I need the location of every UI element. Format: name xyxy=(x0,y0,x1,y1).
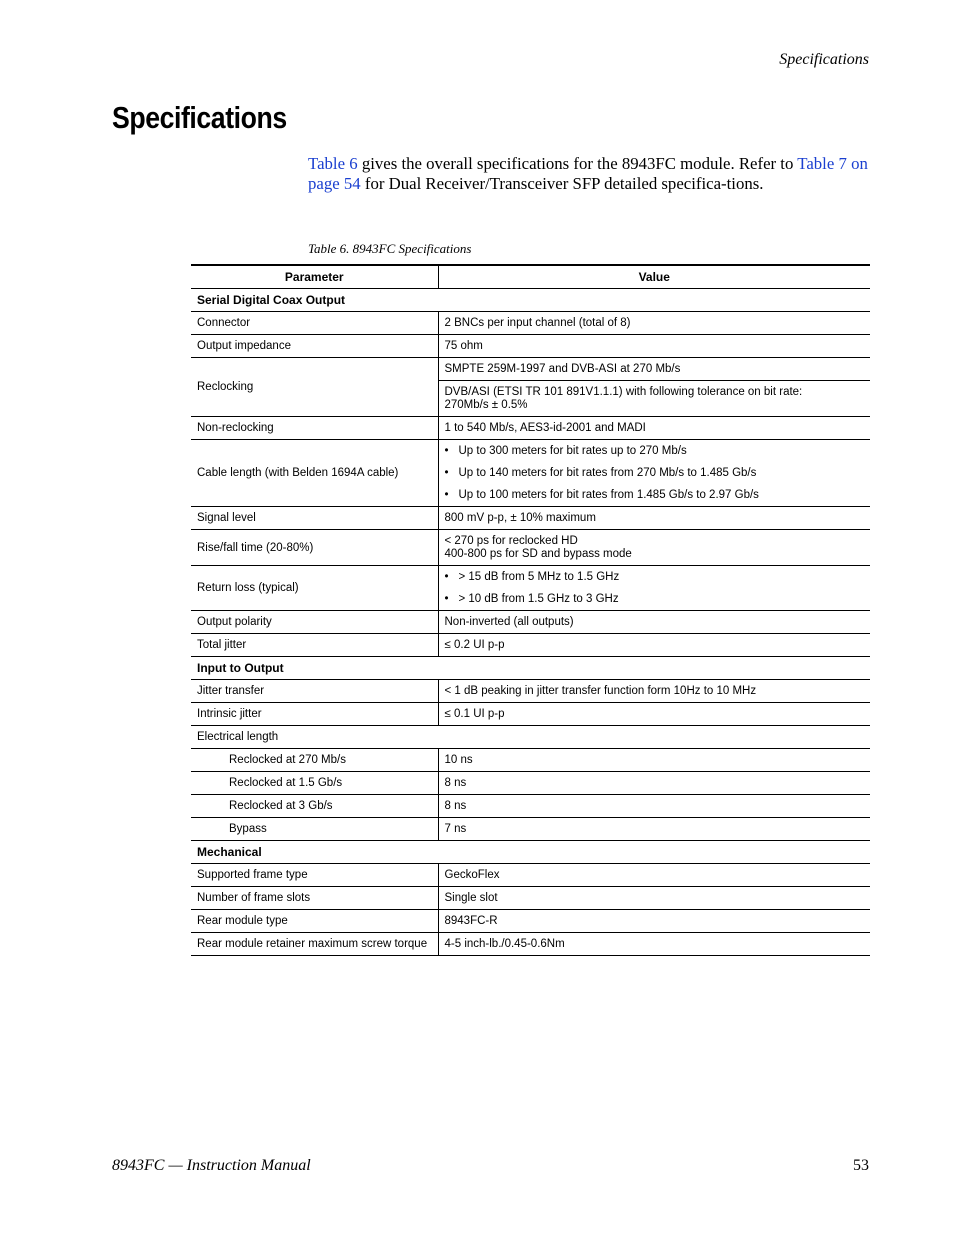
value-cell: ≤ 0.2 UI p-p xyxy=(438,634,870,657)
parameter-cell: Electrical length xyxy=(191,726,870,749)
section-row-input xyxy=(191,657,870,680)
page-title: Specifications xyxy=(112,100,287,135)
value-line: 270Mb/s ± 0.5% xyxy=(444,398,528,411)
bullet-item: • Up to 140 meters for bit rates from 270 Mb/s to 1.485 Gb/s xyxy=(445,462,865,484)
table-6-link[interactable]: Table 6 xyxy=(308,154,358,173)
value-cell: 7 ns xyxy=(438,818,870,841)
value-cell: 8943FC-R xyxy=(438,910,870,933)
parameter-cell: Intrinsic jitter xyxy=(191,703,438,726)
parameter-cell: Rear module retainer maximum screw torque xyxy=(191,933,438,956)
parameter-cell: Cable length (with Belden 1694A cable) xyxy=(191,440,438,507)
intro-text-1: gives the overall specifications for the 8943FC module. Refer to xyxy=(357,154,798,173)
table-row xyxy=(191,818,870,841)
parameter-cell: Return loss (typical) xyxy=(191,566,438,611)
value-cell: ≤ 0.1 UI p-p xyxy=(438,703,870,726)
value-cell: GeckoFlex xyxy=(438,864,870,887)
value-cell: 2 BNCs per input channel (total of 8) xyxy=(438,312,870,335)
intro-paragraph xyxy=(308,154,870,194)
value-cell: < 1 dB peaking in jitter transfer function form 10Hz to 10 MHz xyxy=(438,680,870,703)
table-row xyxy=(191,611,870,634)
parameter-header: Parameter xyxy=(191,265,438,289)
footer-manual-title: 8943FC — Instruction Manual xyxy=(112,1157,311,1174)
section-row-mechanical xyxy=(191,841,870,864)
value-cell: 10 ns xyxy=(438,749,870,772)
value-cell: 75 ohm xyxy=(438,335,870,358)
bullet-item: • > 15 dB from 5 MHz to 1.5 GHz xyxy=(445,566,865,588)
section-label: Mechanical xyxy=(191,841,870,864)
table-row xyxy=(191,726,870,749)
intro-text-2: for Dual Receiver/Transceiver SFP detailed specifica-tions. xyxy=(360,174,764,193)
table-7-link[interactable]: Table 7 on page 54 xyxy=(308,154,868,193)
page-number: 53 xyxy=(853,1157,869,1174)
parameter-cell: Connector xyxy=(191,312,438,335)
section-row-serial xyxy=(191,289,870,312)
value-cell: 1 to 540 Mb/s, AES3-id-2001 and MADI xyxy=(438,417,870,440)
parameter-cell: Non-reclocking xyxy=(191,417,438,440)
table-row xyxy=(191,680,870,703)
parameter-cell: Rise/fall time (20-80%) xyxy=(191,530,438,566)
running-header: Specifications xyxy=(779,51,869,68)
table-header-row xyxy=(191,265,870,289)
table-row xyxy=(191,566,870,611)
table-row xyxy=(191,703,870,726)
value-cell: SMPTE 259M-1997 and DVB-ASI at 270 Mb/s xyxy=(438,358,870,381)
table-row xyxy=(191,887,870,910)
table-row xyxy=(191,795,870,818)
parameter-cell: Output polarity xyxy=(191,611,438,634)
parameter-cell: Reclocked at 270 Mb/s xyxy=(191,749,438,772)
section-label: Serial Digital Coax Output xyxy=(191,289,870,312)
parameter-cell: Supported frame type xyxy=(191,864,438,887)
table-row xyxy=(191,335,870,358)
section-label: Input to Output xyxy=(191,657,870,680)
value-cell xyxy=(438,566,870,611)
bullet-item: • Up to 100 meters for bit rates from 1.485 Gb/s to 2.97 Gb/s xyxy=(445,484,865,506)
value-line: 400-800 ps for SD and bypass mode xyxy=(444,547,632,560)
value-cell: 800 mV p-p, ± 10% maximum xyxy=(438,507,870,530)
parameter-cell: Jitter transfer xyxy=(191,680,438,703)
specifications-table xyxy=(191,264,870,956)
value-cell: 8 ns xyxy=(438,772,870,795)
table-row xyxy=(191,530,870,566)
table-row xyxy=(191,440,870,507)
value-cell xyxy=(438,381,870,417)
table-caption: Table 6. 8943FC Specifications xyxy=(308,241,472,256)
parameter-cell: Number of frame slots xyxy=(191,887,438,910)
value-cell: 8 ns xyxy=(438,795,870,818)
value-header: Value xyxy=(438,265,870,289)
table-row xyxy=(191,772,870,795)
value-line: DVB/ASI (ETSI TR 101 891V1.1.1) with following tolerance on bit rate: xyxy=(444,385,803,398)
parameter-cell: Reclocked at 3 Gb/s xyxy=(191,795,438,818)
bullet-item: • Up to 300 meters for bit rates up to 270 Mb/s xyxy=(445,440,865,462)
table-row xyxy=(191,358,870,381)
table-row xyxy=(191,507,870,530)
value-line: < 270 ps for reclocked HD xyxy=(444,534,578,547)
bullet-item: • > 10 dB from 1.5 GHz to 3 GHz xyxy=(445,588,865,610)
value-cell: Non-inverted (all outputs) xyxy=(438,611,870,634)
table-row xyxy=(191,749,870,772)
value-cell: Single slot xyxy=(438,887,870,910)
parameter-cell: Total jitter xyxy=(191,634,438,657)
parameter-cell: Reclocked at 1.5 Gb/s xyxy=(191,772,438,795)
value-cell xyxy=(438,530,870,566)
value-cell: 4-5 inch-lb./0.45-0.6Nm xyxy=(438,933,870,956)
table-row xyxy=(191,312,870,335)
parameter-cell: Bypass xyxy=(191,818,438,841)
table-row xyxy=(191,864,870,887)
parameter-cell: Reclocking xyxy=(191,358,438,417)
table-row xyxy=(191,933,870,956)
table-row xyxy=(191,417,870,440)
value-cell xyxy=(438,440,870,507)
table-row xyxy=(191,910,870,933)
table-row xyxy=(191,634,870,657)
parameter-cell: Rear module type xyxy=(191,910,438,933)
parameter-cell: Signal level xyxy=(191,507,438,530)
parameter-cell: Output impedance xyxy=(191,335,438,358)
